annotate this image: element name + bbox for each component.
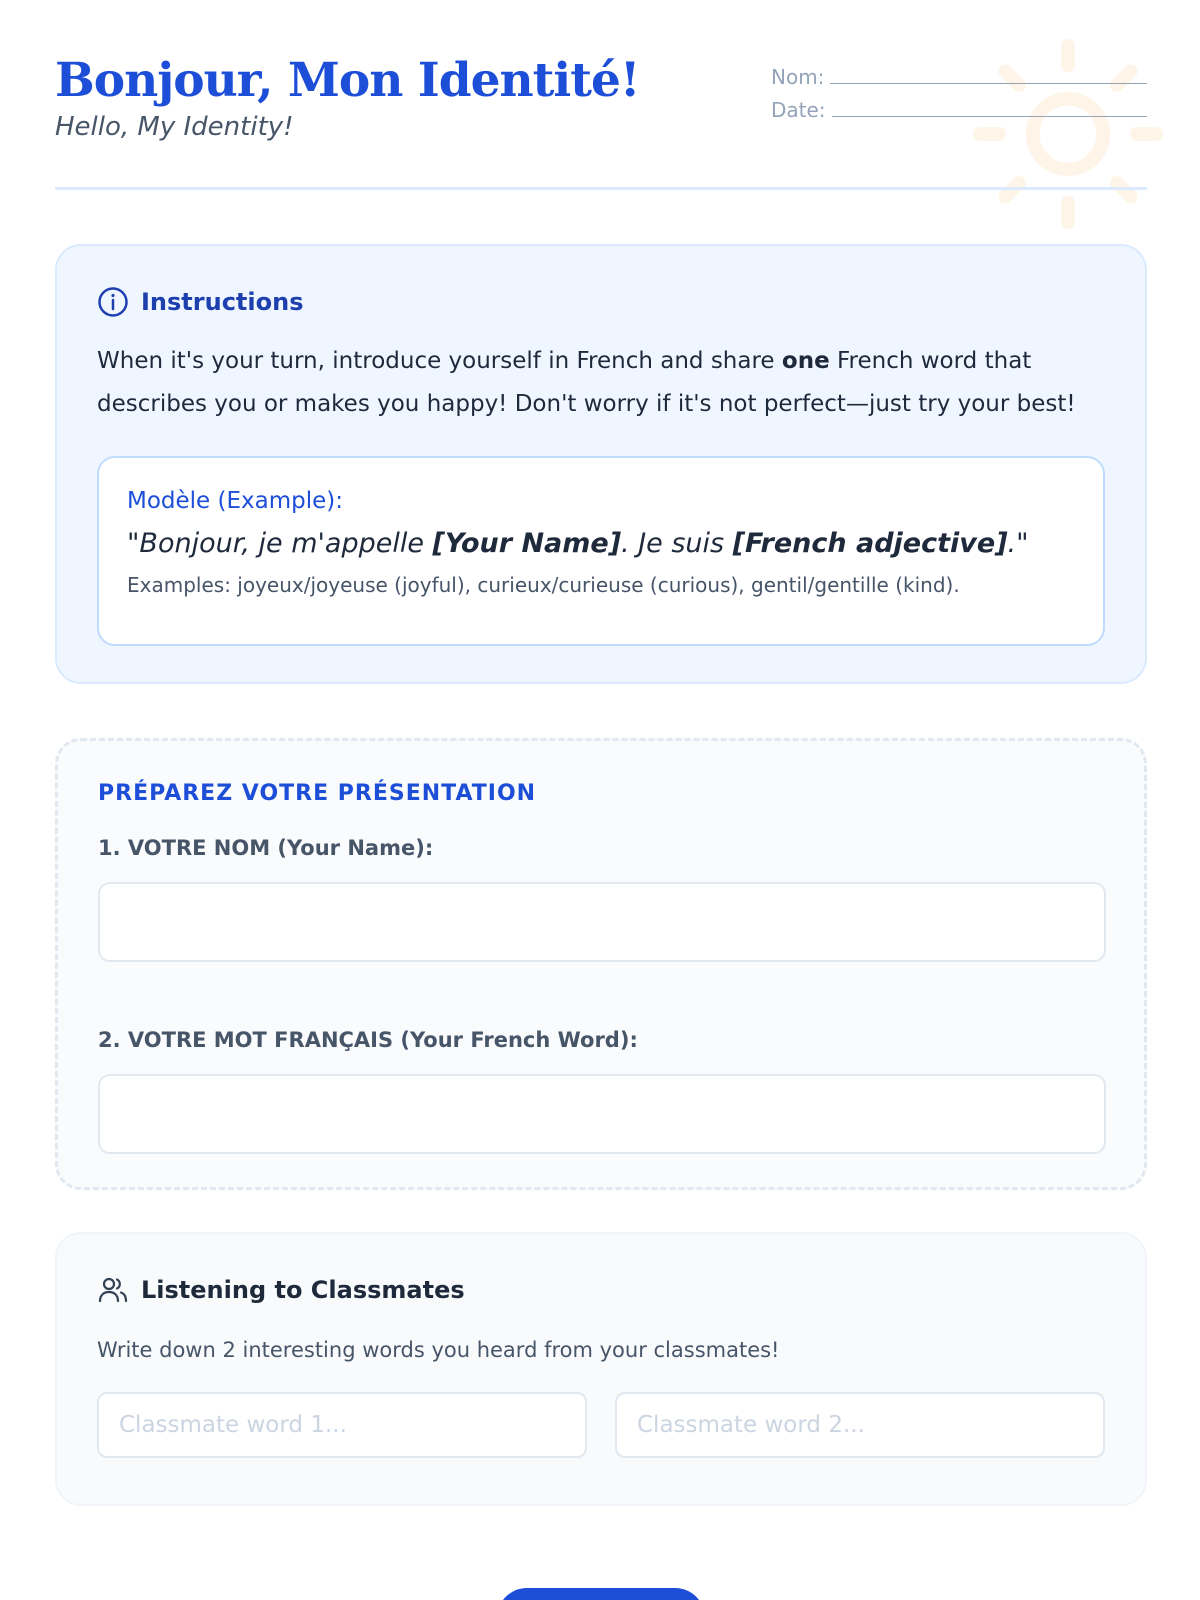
model-sentence-mid: . Je suis: [621, 528, 733, 559]
classmate-word-1-input[interactable]: [97, 1392, 587, 1458]
listening-heading: [97, 1274, 1105, 1306]
student-meta: [771, 56, 1147, 122]
model-adjective-placeholder: [French adjective]: [732, 528, 1008, 559]
model-name-placeholder: [Your Name]: [432, 528, 622, 559]
french-word-field[interactable]: [98, 1074, 1106, 1154]
submit-button[interactable]: [497, 1588, 705, 1600]
model-sentence: [127, 528, 1075, 559]
model-sentence-open: "Bonjour, je m'appelle: [127, 528, 433, 559]
classmate-words: [97, 1392, 1105, 1458]
info-icon: [97, 286, 129, 318]
listening-description: Write down 2 interesting words you heard from your classmates!: [97, 1338, 780, 1362]
french-word-label: 2. VOTRE MOT FRANÇAIS (Your French Word):: [98, 1028, 638, 1052]
listening-title: Listening to Classmates: [141, 1276, 465, 1304]
model-example-card: [97, 456, 1105, 646]
instructions-text: [97, 340, 1105, 426]
instructions-text-end: French word that describes you or makes you happy! Don't worry if it's not perfect—just try your best!: [97, 348, 1076, 417]
instructions-panel: [55, 244, 1147, 684]
date-blank: [832, 116, 1147, 117]
instructions-title: Instructions: [141, 288, 304, 316]
date-line: [771, 89, 1147, 122]
listening-panel: [55, 1232, 1147, 1506]
your-name-field[interactable]: [98, 882, 1106, 962]
date-line-label: Date:: [771, 98, 826, 122]
model-examples: Examples: joyeux/joyeuse (joyful), curieux/curieuse (curious), gentil/gentille (kind).: [127, 573, 960, 597]
classmate-word-2-input[interactable]: [615, 1392, 1105, 1458]
model-label: Modèle (Example):: [127, 488, 343, 514]
page-title: Bonjour, Mon Identité!: [55, 53, 640, 108]
worksheet-header: [55, 52, 1147, 190]
users-icon: [97, 1274, 129, 1306]
model-sentence-close: .": [1007, 528, 1029, 559]
instructions-text-start: When it's your turn, introduce yourself in French and share: [97, 348, 782, 374]
name-blank: [830, 83, 1147, 84]
instructions-heading: [97, 286, 1105, 318]
prep-title: PRÉPAREZ VOTRE PRÉSENTATION: [98, 781, 537, 806]
presentation-prep-panel: [55, 738, 1147, 1190]
name-line: [771, 56, 1147, 89]
your-name-label: 1. VOTRE NOM (Your Name):: [98, 836, 434, 860]
name-line-label: Nom:: [771, 65, 825, 89]
instructions-text-emphasis: one: [781, 348, 830, 374]
page-subtitle: Hello, My Identity!: [55, 112, 294, 142]
